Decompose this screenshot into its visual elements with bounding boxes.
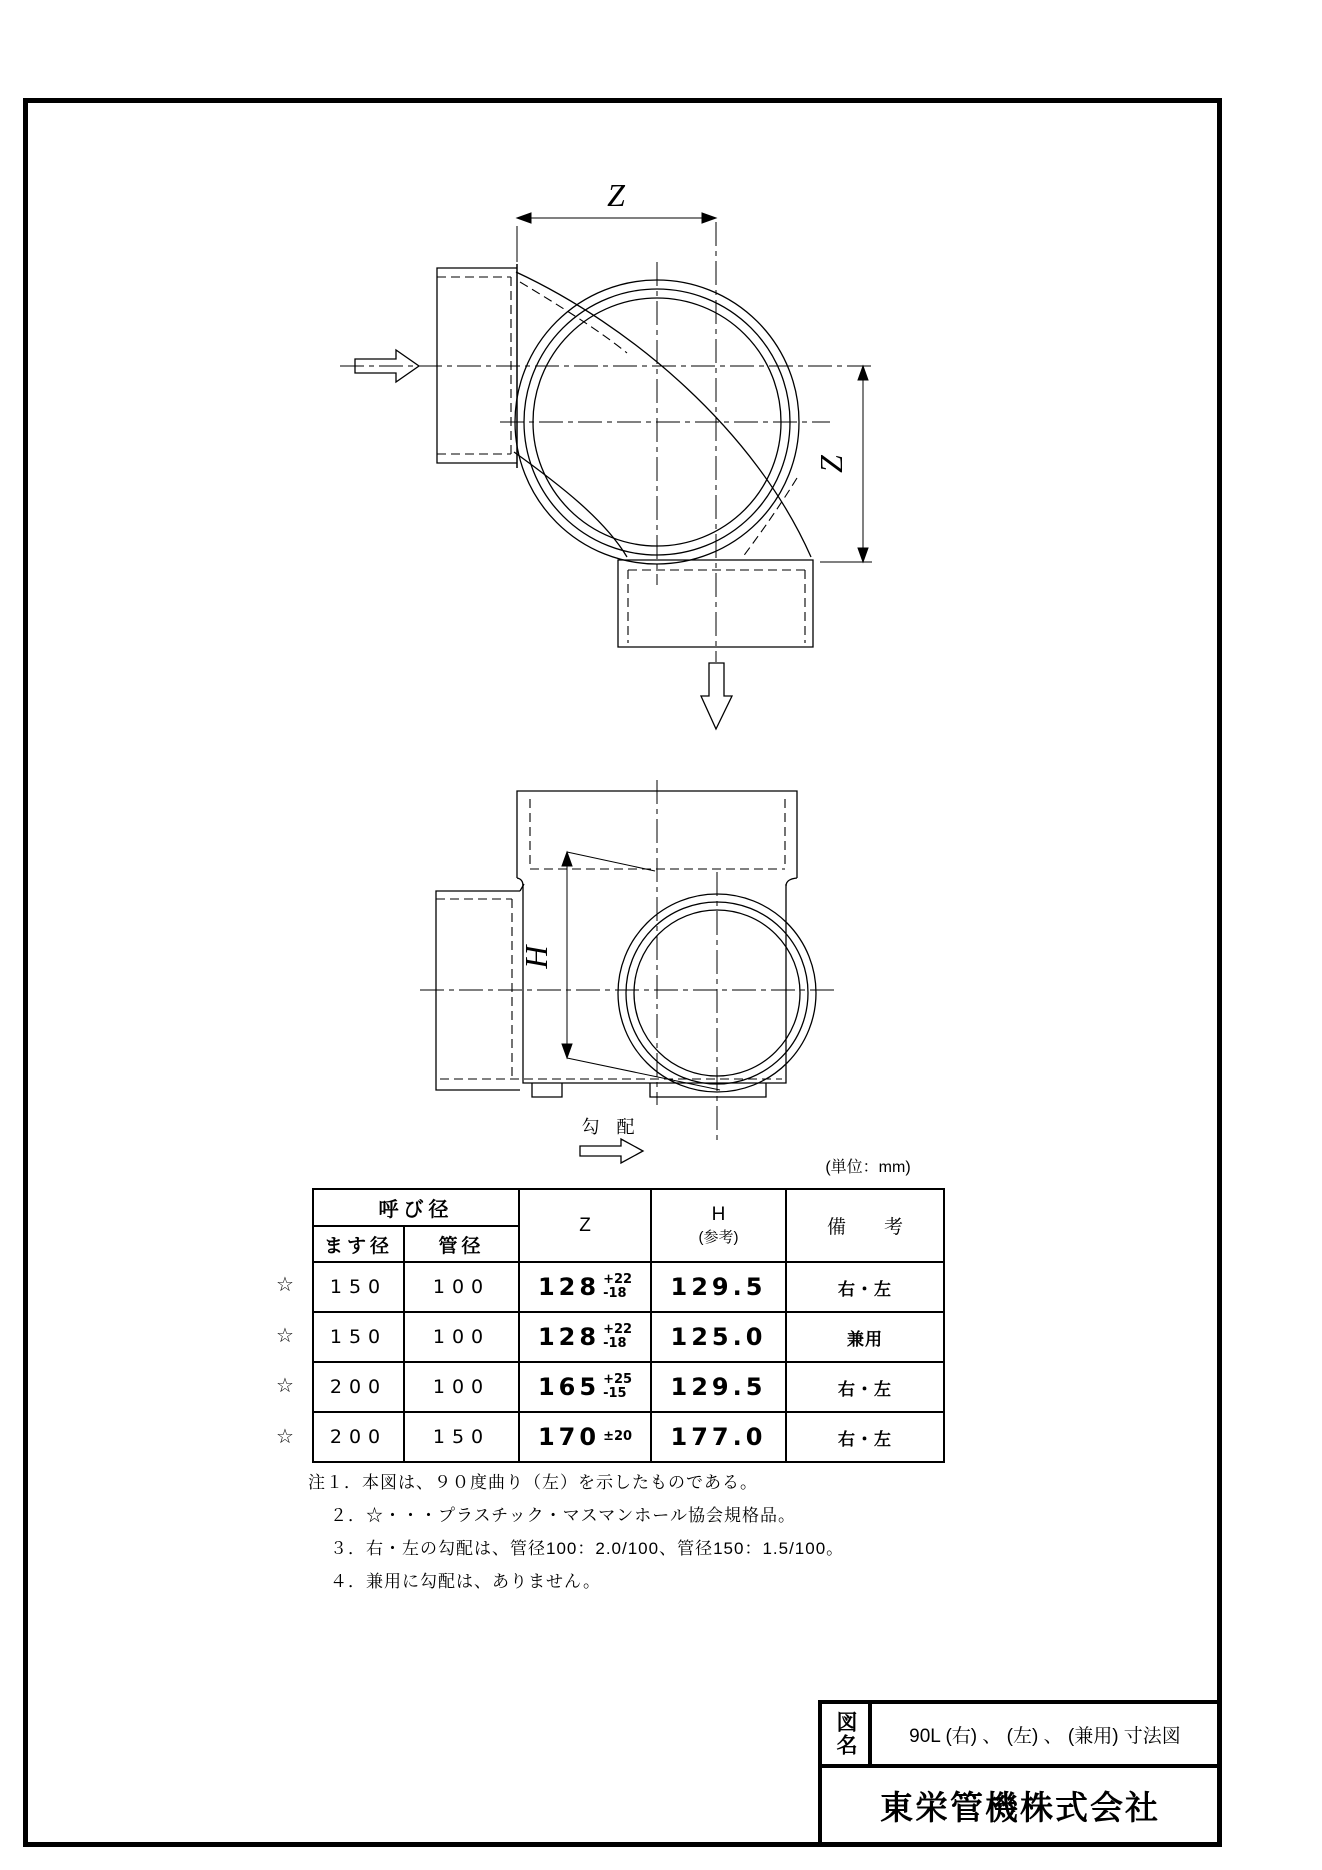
cell-kan: 100 xyxy=(404,1262,519,1312)
z-dim-label-right: Z xyxy=(813,455,849,473)
cell-kan: 100 xyxy=(404,1312,519,1362)
slope-label: 勾 配 xyxy=(581,1117,641,1137)
drawing-name-label: 図名 xyxy=(822,1704,872,1764)
cell-masu: 150 xyxy=(313,1312,404,1362)
header-z: Z xyxy=(519,1189,651,1262)
header-masu-diameter: ます径 xyxy=(313,1226,404,1262)
cell-h: 129.5 xyxy=(651,1262,786,1312)
cell-h: 177.0 xyxy=(651,1412,786,1462)
dimension-z-horizontal xyxy=(517,213,716,262)
header-pipe-diameter: 管径 xyxy=(404,1226,519,1262)
unit-label: (単位：mm) xyxy=(825,1159,911,1176)
row-star: ☆ xyxy=(276,1426,294,1448)
table-row xyxy=(313,1262,944,1312)
plan-view xyxy=(340,213,872,729)
side-view xyxy=(420,780,838,1163)
cell-h: 125.0 xyxy=(651,1312,786,1362)
cell-remarks: 兼用 xyxy=(786,1312,944,1362)
company-name: 東栄管機株式会社 xyxy=(880,1789,1160,1826)
cell-z: 165 +25 -15 xyxy=(519,1362,651,1412)
cell-remarks: 右・左 xyxy=(786,1262,944,1312)
h-dim-label: H xyxy=(518,945,554,969)
cell-z: 170 ±20 xyxy=(519,1412,651,1462)
title-block xyxy=(818,1700,1222,1847)
cell-kan: 100 xyxy=(404,1362,519,1412)
row-star: ☆ xyxy=(276,1375,294,1397)
header-remarks: 備 考 xyxy=(786,1189,944,1262)
title-block-top-row xyxy=(822,1704,1218,1768)
cell-h: 129.5 xyxy=(651,1362,786,1412)
cell-masu: 150 xyxy=(313,1262,404,1312)
header-h-main: H xyxy=(711,1204,726,1225)
slope-arrow-icon xyxy=(580,1139,643,1163)
cell-kan: 150 xyxy=(404,1412,519,1462)
dimension-h xyxy=(562,852,720,1090)
drawing-title: 90L (右) 、 (左) 、 (兼用) 寸法図 xyxy=(909,1725,1181,1747)
note-2: ２．☆・・・プラスチック・マスマンホール協会規格品。 xyxy=(330,1506,796,1525)
note-3: ３．右・左の勾配は、管径100：2.0/100、管径150：1.5/100。 xyxy=(330,1539,845,1558)
dimension-table xyxy=(312,1188,945,1463)
table-row xyxy=(313,1362,944,1412)
row-star: ☆ xyxy=(276,1325,294,1347)
cell-remarks: 右・左 xyxy=(786,1362,944,1412)
note-4: ４．兼用に勾配は、ありません。 xyxy=(330,1572,602,1591)
cell-remarks: 右・左 xyxy=(786,1412,944,1462)
row-star: ☆ xyxy=(276,1274,294,1296)
cell-z: 128 +22 -18 xyxy=(519,1312,651,1362)
header-nominal-diameter: 呼び径 xyxy=(313,1189,519,1226)
cell-z: 128 +22 -18 xyxy=(519,1262,651,1312)
cell-masu: 200 xyxy=(313,1362,404,1412)
outflow-arrow-icon xyxy=(701,663,732,729)
table-row xyxy=(313,1412,944,1462)
z-dim-label-top: Z xyxy=(607,177,625,213)
header-h xyxy=(651,1189,786,1262)
cell-masu: 200 xyxy=(313,1412,404,1462)
table-row xyxy=(313,1312,944,1362)
header-h-sub: (参考) xyxy=(698,1229,739,1246)
note-1: 注１．本図は、９０度曲り（左）を示したものである。 xyxy=(308,1473,758,1492)
